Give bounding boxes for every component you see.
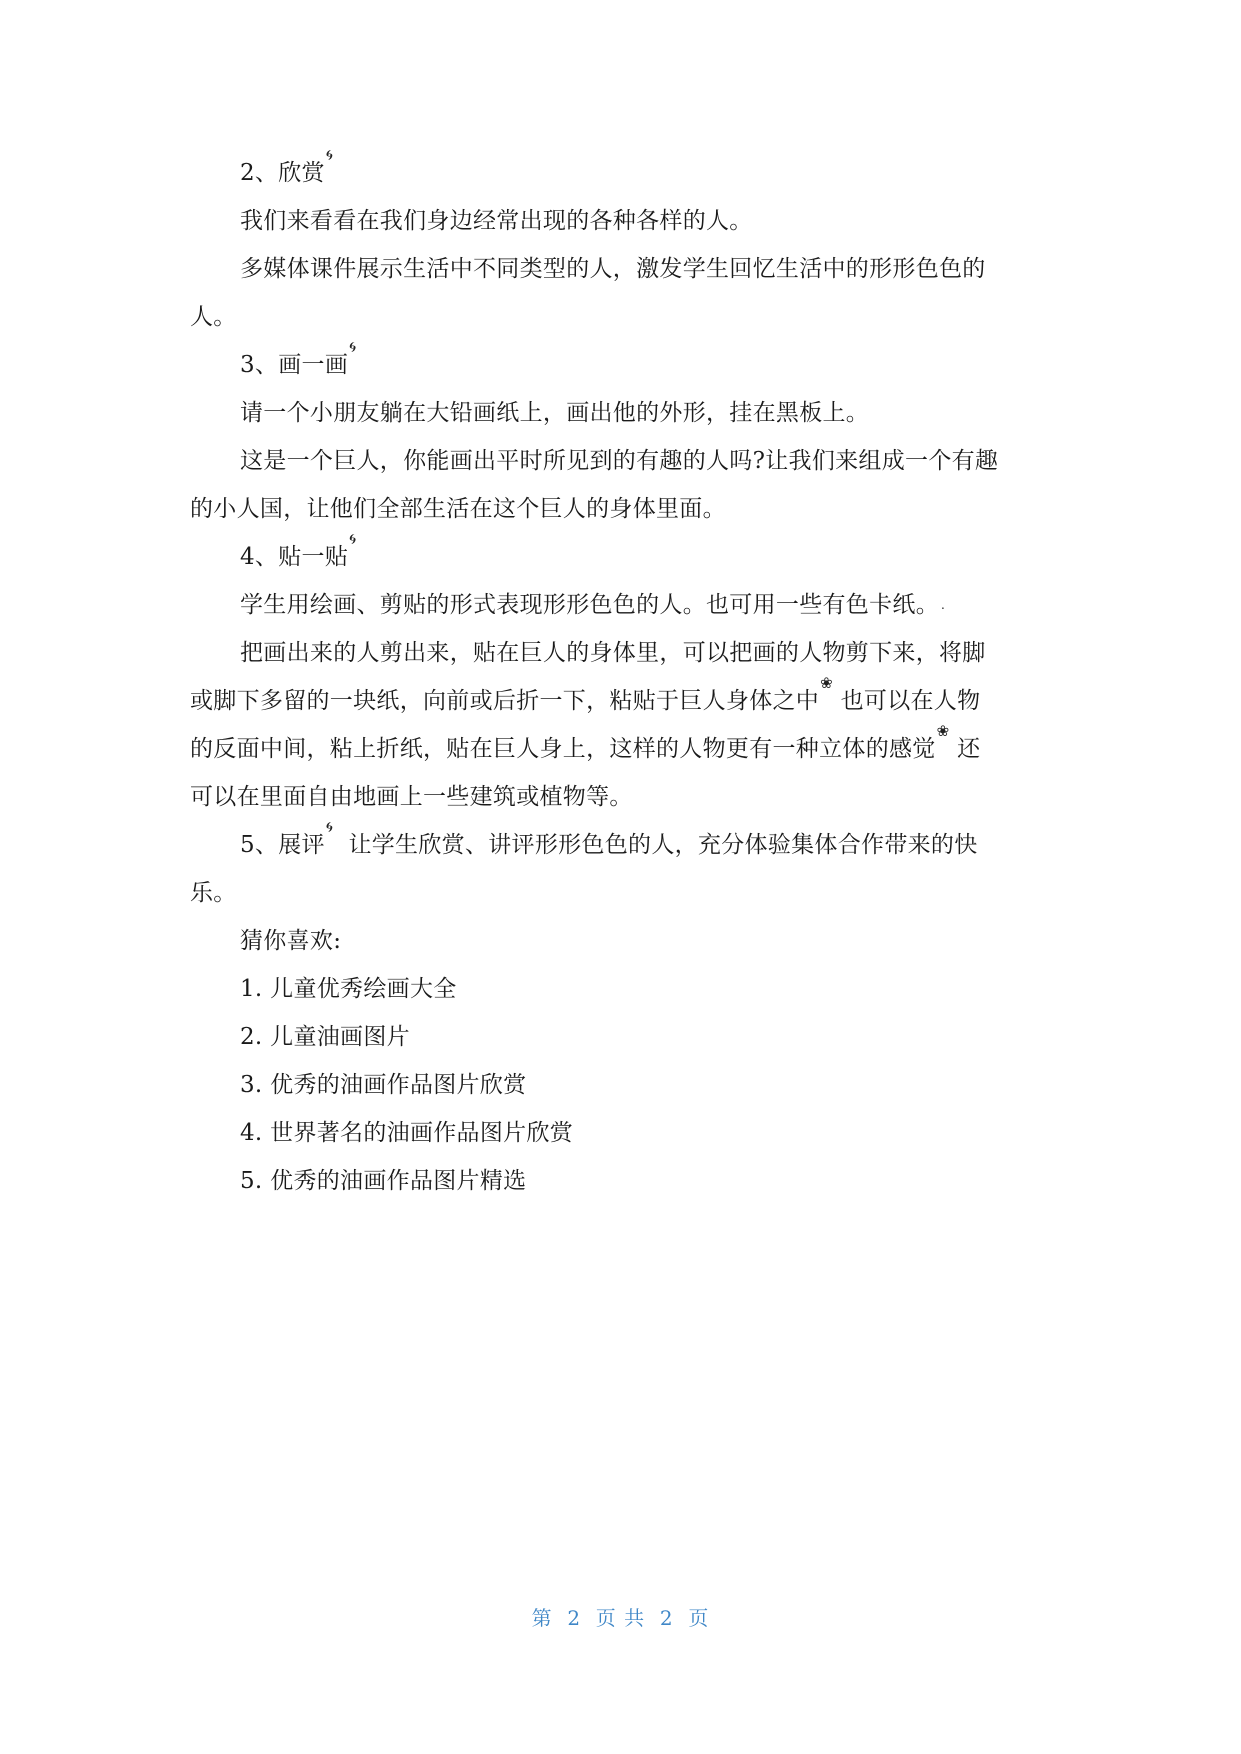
section-3-paragraph-2-line-1: 这是一个巨人，你能画出平时所见到的有趣的人吗?让我们来组成一个有趣	[240, 448, 999, 474]
section-4-paragraph-1	[240, 590, 945, 620]
section-4-paragraph-2-line-1: 把画出来的人剪出来，贴在巨人的身体里，可以把画的人物剪下来，将脚	[240, 640, 986, 666]
related-item-2[interactable]: 2. 儿童油画图片	[240, 1024, 410, 1050]
section-5-heading	[240, 818, 978, 860]
section-4-paragraph-2-line-3	[190, 722, 981, 764]
section-3-paragraph-2-line-2: 的小人国，让他们全部生活在这个巨人的身体里面。	[190, 496, 726, 522]
related-item-4[interactable]: 4. 世界著名的油画作品图片欣赏	[240, 1120, 574, 1146]
section-4-paragraph-1-text: 学生用绘画、剪贴的形式表现形形色色的人。也可用一些有色卡纸。	[240, 592, 939, 618]
section-5-heading-text: 5、展评	[240, 832, 325, 858]
section-2-paragraph-1: 我们来看看在我们身边经常出现的各种各样的人。	[240, 208, 753, 234]
dot-mark: .	[941, 598, 946, 612]
section-2-heading-text: 2、欣赏	[240, 160, 325, 186]
section-4-heading-text: 4、贴一贴	[240, 544, 349, 570]
section-3-heading	[240, 338, 357, 380]
swirl-ornament-icon: 🌀︎	[349, 530, 357, 548]
page-number-footer: 第 2 页 共 2 页	[531, 1606, 710, 1630]
section-4-paragraph-2-line-2	[190, 674, 981, 716]
related-item-1[interactable]: 1. 儿童优秀绘画大全	[240, 976, 457, 1002]
swirl-ornament-icon: 🌀︎	[325, 146, 334, 164]
section-4-line-2-text-b: 也可以在人物	[840, 688, 981, 714]
section-5-text-line-1: 让学生欣赏、讲评形形色色的人，充分体验集体合作带来的快	[348, 832, 978, 858]
flower-ornament-icon: ❀	[820, 674, 833, 692]
swirl-ornament-icon: 🌀︎	[325, 818, 334, 836]
related-title: 猜你喜欢:	[240, 928, 342, 954]
section-4-line-2-text-a: 或脚下多留的一块纸，向前或后折一下，粘贴于巨人身体之中	[190, 688, 820, 714]
section-2-heading	[240, 146, 334, 188]
related-item-5[interactable]: 5. 优秀的油画作品图片精选	[240, 1168, 527, 1194]
section-4-line-3-text-b: 还	[957, 736, 981, 762]
section-5-text-line-2: 乐。	[190, 880, 237, 906]
section-4-paragraph-2-line-4: 可以在里面自由地画上一些建筑或植物等。	[190, 784, 633, 810]
section-4-line-3-text-a: 的反面中间，粘上折纸，贴在巨人身上，这样的人物更有一种立体的感觉	[190, 736, 936, 762]
section-4-heading	[240, 530, 357, 572]
flower-ornament-icon: ❀	[936, 722, 950, 740]
section-3-paragraph-1: 请一个小朋友躺在大铅画纸上，画出他的外形，挂在黑板上。	[240, 400, 870, 426]
section-2-paragraph-2-line-1: 多媒体课件展示生活中不同类型的人，激发学生回忆生活中的形形色色的	[240, 256, 986, 282]
related-item-3[interactable]: 3. 优秀的油画作品图片欣赏	[240, 1072, 527, 1098]
section-2-paragraph-2-line-2: 人。	[190, 304, 237, 330]
swirl-ornament-icon: 🌀︎	[349, 338, 357, 356]
section-3-heading-text: 3、画一画	[240, 352, 349, 378]
